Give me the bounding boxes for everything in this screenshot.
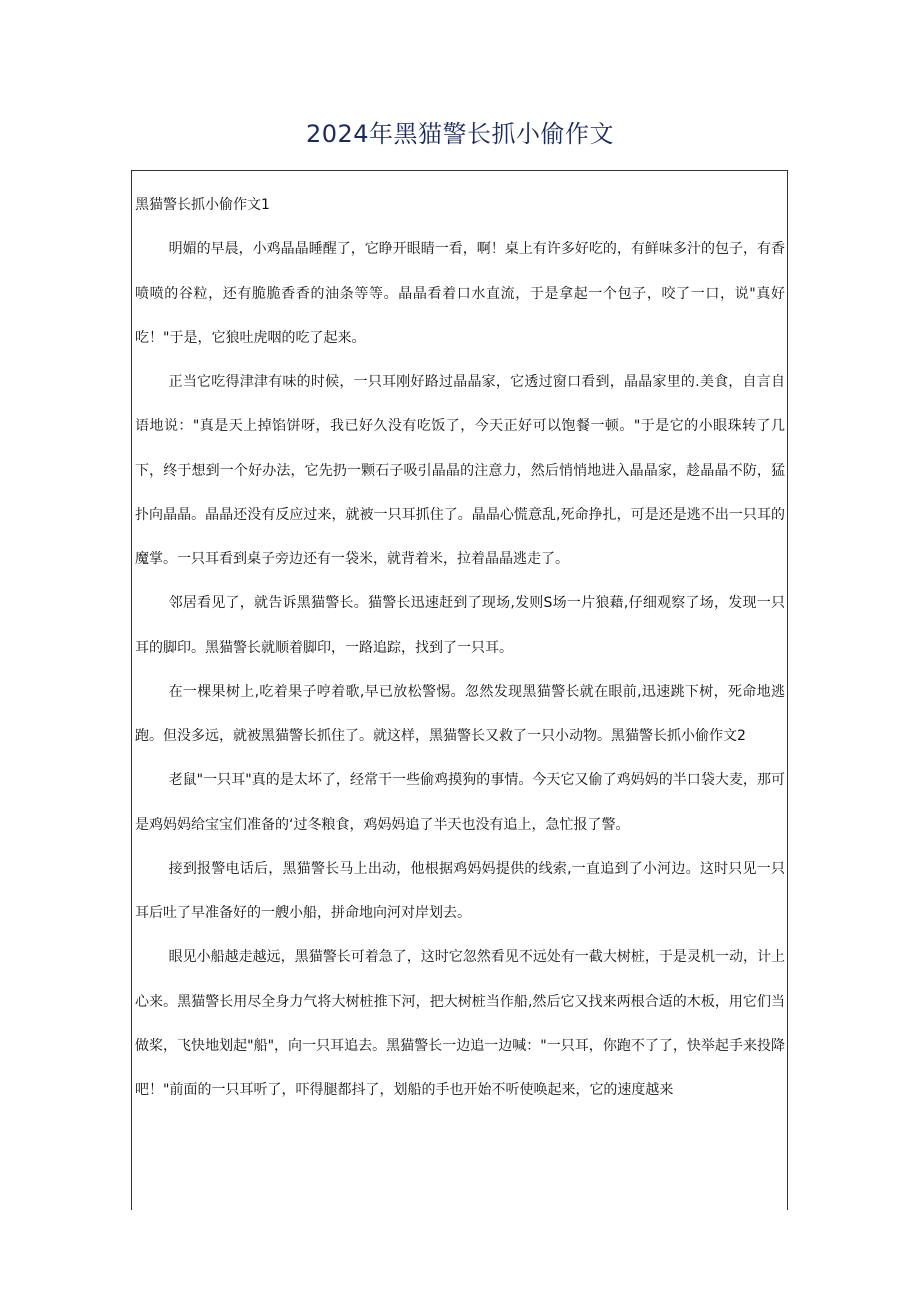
section-heading: 黑猫警长抓小偷作文1 bbox=[135, 197, 270, 213]
content-frame bbox=[131, 170, 788, 1210]
paragraph-7: 眼见小船越走越远，黑猫警长可着急了，这时它忽然看见不远处有一截大树桩，于是灵机一动，计上心来。黑猫警长用尽全身力气将大树桩推下河，把大树桩当作船,然后它又找来两根合适的木板，用它们当做桨，飞快地划起"船"，向一只耳追去。黑猫警长一边追一边喊："一只耳，你跑不了了，快举起手来投降吧！"前面的一只耳听了，吓得腿都抖了，划船的手也开始不听使唤起来，它的速度越来 bbox=[135, 949, 785, 1098]
paragraph-4: 在一棵果树上,吃着果子哼着歌,早已放松警惕。忽然发现黑猫警长就在眼前,迅速跳下树，死命地逃跑。但没多远，就被黑猫警长抓住了。就这样，黑猫警长又救了一只小动物。黑猫警长抓小偷作文2 bbox=[135, 683, 785, 744]
paragraph-2: 正当它吃得津津有味的时候，一只耳刚好路过晶晶家，它透过窗口看到，晶晶家里的.美食，自言自语地说："真是天上掉馅饼呀，我已好久没有吃饭了，今天正好可以饱餐一顿。"于是它的小眼珠转了几下，终于想到一个好办法，它先扔一颗石子吸引晶晶的注意力，然后悄悄地进入晶晶家，趁晶晶不防，猛扑向晶晶。晶晶还没有反应过来，就被一只耳抓住了。晶晶心慌意乱,死命挣扎，可是还是逃不出一只耳的魔掌。一只耳看到桌子旁边还有一袋米，就背着米，拉着晶晶逃走了。 bbox=[135, 374, 785, 567]
paragraph-3: 邻居看见了，就告诉黑猫警长。猫警长迅速赶到了现场,发则S场一片狼藉,仔细观察了场，发现一只耳的脚印。黑猫警长就顺着脚印，一路追踪，找到了一只耳。 bbox=[135, 595, 785, 656]
document-body bbox=[135, 183, 785, 1112]
paragraph-5: 老鼠"一只耳"真的是太坏了，经常干一些偷鸡摸狗的事情。今天它又偷了鸡妈妈的半口袋大麦，那可是鸡妈妈给宝宝们准备的‘过冬粮食，鸡妈妈追了半天也没有追上，急忙报了警。 bbox=[135, 772, 785, 833]
paragraph-1: 明媚的早晨，小鸡晶晶睡醒了，它睁开眼睛一看，啊！桌上有许多好吃的，有鲜味多汁的包子，有香喷喷的谷粒，还有脆脆香香的油条等等。晶晶看着口水直流，于是拿起一个包子，咬了一口，说"真好吃！"于是，它狼吐虎咽的吃了起来。 bbox=[135, 241, 785, 346]
document-title: 2024年黑猫警长抓小偷作文 bbox=[305, 120, 615, 148]
paragraph-6: 接到报警电话后，黑猫警长马上出动，他根据鸡妈妈提供的线索,一直追到了小河边。这时只见一只耳后吐了早准备好的一艘小船，拼命地向河对岸划去。 bbox=[135, 860, 785, 921]
